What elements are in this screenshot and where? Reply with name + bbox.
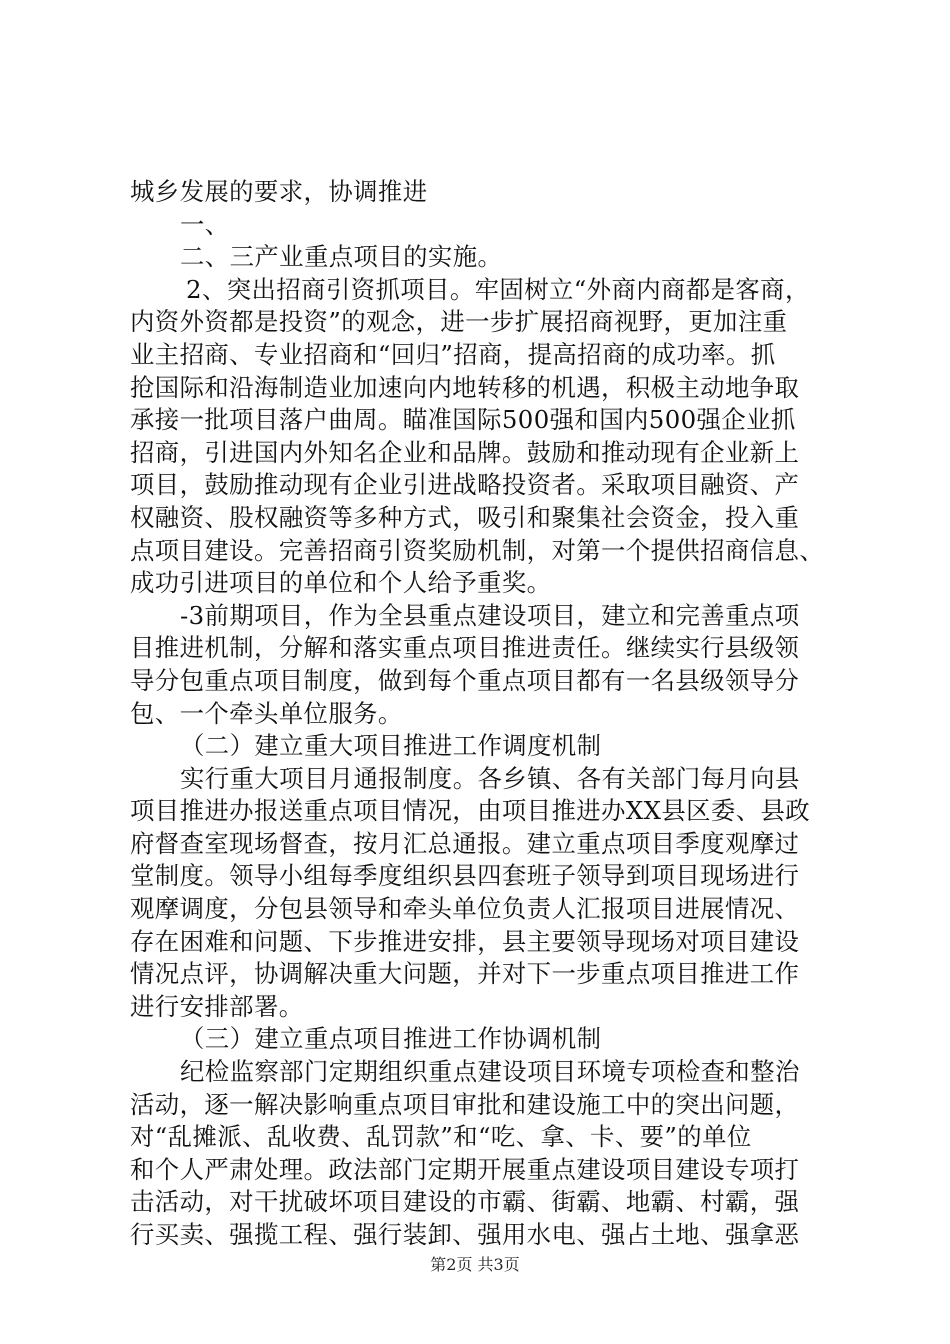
text-line: 城乡发展的要求，协调推进 bbox=[130, 177, 428, 206]
section-heading: （二）建立重大项目推进工作调度机制 bbox=[180, 731, 602, 761]
text-line: 行买卖、强揽工程、强行装卸、强用水电、强占土地、强拿恶 bbox=[130, 1220, 800, 1249]
text-line: 内资外资都是投资”的观念，进一步扩展招商视野，更加注重 bbox=[130, 307, 788, 337]
text-line: 击活动，对干扰破坏项目建设的市霸、街霸、地霸、村霸，强 bbox=[130, 1187, 800, 1217]
text-line: 抢国际和沿海制造业加速向内地转移的机遇，积极主动地争取 bbox=[130, 372, 800, 402]
document-body bbox=[130, 176, 830, 1252]
text-line: 项目推进办报送重点项目情况，由项目推进办XX县区委、县政 bbox=[130, 796, 811, 826]
text-line: 点项目建设。完善招商引资奖励机制，对第一个提供招商信息、 bbox=[130, 535, 825, 565]
page-number-label: 第2页 共3页 bbox=[430, 1255, 520, 1274]
text-line: 情况点评，协调解决重大问题，并对下一步重点项目推进工作 bbox=[130, 959, 800, 989]
section-heading: （三）建立重点项目推进工作协调机制 bbox=[180, 1024, 602, 1054]
text-line: 进行安排部署。 bbox=[130, 991, 304, 1021]
text-line: 权融资、股权融资等多种方式，吸引和聚集社会资金，投入重 bbox=[130, 502, 800, 532]
text-line: 2、突出招商引资抓项目。牢固树立“外商内商都是客商， bbox=[186, 274, 810, 304]
text-line: 府督查室现场督查，按月汇总通报。建立重点项目季度观摩过 bbox=[130, 828, 800, 858]
text-line: 成功引进项目的单位和个人给予重奖。 bbox=[130, 568, 552, 598]
text-line: 导分包重点项目制度，做到每个重点项目都有一名县级领导分 bbox=[130, 665, 800, 695]
text-line: 业主招商、专业招商和“回归”招商，提高招商的成功率。抓 bbox=[130, 339, 776, 369]
text-line: 承接一批项目落户曲周。瞄准国际500强和国内500强企业抓 bbox=[130, 405, 796, 435]
text-line: 包、一个牵头单位服务。 bbox=[130, 698, 403, 728]
text-line: 堂制度。领导小组每季度组织县四套班子领导到项目现场进行 bbox=[130, 861, 800, 891]
text-line: 二、三产业重点项目的实施。 bbox=[180, 242, 503, 272]
text-line: 对“乱摊派、乱收费、乱罚款”和“吃、拿、卡、要”的单位 bbox=[130, 1122, 752, 1152]
text-line: 观摩调度，分包县领导和牵头单位负责人汇报项目进展情况、 bbox=[130, 894, 800, 924]
text-line: 和个人严肃处理。政法部门定期开展重点建设项目建设专项打 bbox=[130, 1154, 800, 1184]
text-line: 项目，鼓励推动现有企业引进战略投资者。采取项目融资、产 bbox=[130, 470, 800, 500]
text-line: 纪检监察部门定期组织重点建设项目环境专项检查和整治 bbox=[180, 1057, 800, 1087]
text-line: 目推进机制，分解和落实重点项目推进责任。继续实行县级领 bbox=[130, 633, 800, 663]
text-line: 一、 bbox=[180, 209, 230, 239]
text-line: 活动，逐一解决影响重点项目审批和建设施工中的突出问题， bbox=[130, 1089, 800, 1119]
text-line: -3前期项目，作为全县重点建设项目，建立和完善重点项 bbox=[180, 600, 800, 630]
text-line: 实行重大项目月通报制度。各乡镇、各有关部门每月向县 bbox=[180, 763, 800, 793]
text-line: 存在困难和问题、下步推进安排，县主要领导现场对项目建设 bbox=[130, 926, 800, 956]
text-line: 招商，引进国内外知名企业和品牌。鼓励和推动现有企业新上 bbox=[130, 437, 800, 467]
page-footer bbox=[0, 1255, 950, 1275]
